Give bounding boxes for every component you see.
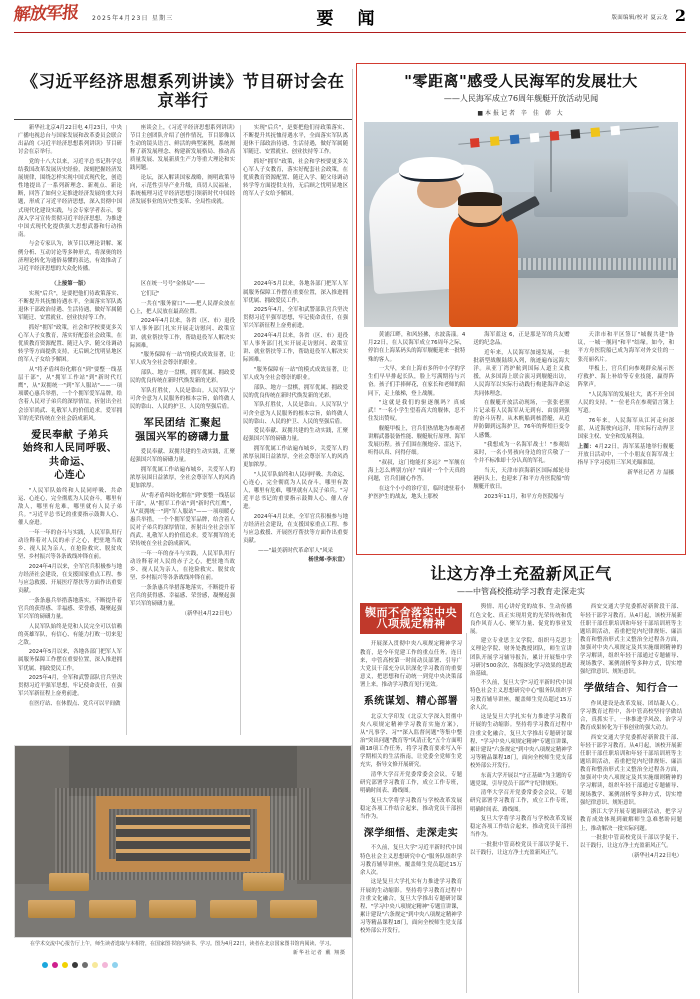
registration-dot [112,962,118,968]
paragraph: 2024年4月以来，各省（区、市）退役军人事务部门扎实开展走访慰问、政策宣讲、就业帮扶等工作，帮助退役军人解决实际困难。 [243,333,348,364]
paragraph: 一年一年的奋斗与实践，人民军队用行动诠释着对人民的赤子之心，把驻地当故乡、视人民为亲人，在抢险救灾、脱贫攻坚、乡村振兴等各条战线冲锋在前。 [18,529,122,561]
paragraph: 76年来，人民海军从江河走向深蓝，从近海驶向远洋，用实际行动捍卫国家主权、安全和发展利益。 [577,417,674,441]
subheadline-navy: ——人民海军成立76周年舰艇开放活动见闻 [443,94,599,104]
masthead-right [611,6,686,25]
paragraph: 甲板上，官兵们向参观群众展示医疗救护、海上补给等专业技能，赢得阵阵掌声。 [577,366,674,389]
photo-library-reading-room [14,745,352,938]
paragraph: 2024年5月以来，各地各部门把军人军属服务保障工作摆在重要位置，深入推进拥军优属、拥政爱民工作。 [18,649,122,672]
paragraph: 人民军队始终是党和人民完全可以信赖的英雄军队，有信心、有能力打败一切来犯之敌。 [18,623,122,646]
photo-child [449,215,518,328]
paragraph: 论坛，深入解读国家战略，阐明政策导向，示范性引导产业升级，真切人民福祉，系统梳理习近平经济思想引领新时代中国经济发展事业的历史性变革、全局性成就。 [130,175,235,206]
paragraph: 爱民奉献、双拥共建的生动实践，汇聚起强国兴军的磅礴力量。 [130,449,235,464]
continuation-marker: （上接第一版） [51,281,89,288]
paragraph: 2024年4月以来，全军官兵积极参与地方经济社会建设，在支援国家重点工程、参与应急救援、开展医疗帮扶等方面作出重要贡献。 [243,513,348,545]
paragraph: 复旦大学将学习教育与学校改革发展稳定各项工作结合起来，推动党员干部担当作为。 [470,816,572,839]
paragraph: 2023年11月，和平方舟医院船与 [484,493,565,500]
signal-flag [590,127,600,137]
registration-dot [72,962,78,968]
subheadline-clean: ——中管高校推动学习教育走深走实 [457,587,585,597]
paragraph: "服务保障有一站"的模式成效显著，让军人成为全社会尊崇的职业。 [243,367,348,382]
section-heading-study: 深学细悟、走深走实 [363,827,459,839]
paragraph: 北京大学印发《北京大学深入贯彻中央八项规定精神学习教育实施方案》，从"凡事学、习""深入监督问题"等集中整治"突出问题"教育等"风清正化"五个方面明确18项工作任务，将学习教育要求写入年学期相关的生活指南，让党委全党师生党充实，指导文修开展研究。 [360,713,462,769]
left-col-2 [126,124,239,274]
paragraph: 这是复旦大学扎实有力推进学习教育开展的生动缩影。坚持将学习教育过程中注重文化融合，复旦大学推出专题研讨课程、"学习中央八项规定精神"专题宣讲课，累计建设"六条规定"到中央八项规定精神学习等精品课程18门，面向全校师生党支部校外部公开发行。 [360,879,462,935]
column-rule [352,69,353,999]
photo-library-desk-row [28,900,75,918]
signal-flag [530,132,540,142]
paragraph: 东南大学开展以"守正基础"为主题的专题党课，引导党员干部严守纪律规矩。 [470,772,573,787]
paragraph: 当天，天津市滨海新区国际邮轮母港码头上，也迎来了和平方舟医院船"的舰艇开放日。 [473,468,570,491]
paragraph: 开展深入贯彻中央八项规定精神学习教育，是今年党建工作的重点任务。连日来，中管高校第一时间动员部署、引导广大党员干部充分认识深化学习教育的重要意义，把思想和行动统一到党中央决策部署上来，推动学习教育见行见效。 [360,641,462,688]
paragraph: 2024年5月以来，各地各部门把军人军属服务保障工作摆在重要位置，深入推进拥军优属、拥政爱民工作。 [243,281,348,304]
photo-library-desk-row [270,900,317,918]
editor-credit: 版面编辑/校对 夏云龙 [611,14,668,21]
cont-col-1 [14,280,126,709]
section-title: 要 闻 [316,9,384,29]
paragraph: 部队、地方一盘棋，拥军优属、拥政爱民的优良传统在新时代焕发新的光彩。 [130,370,235,385]
registration-dot [92,962,98,968]
headline-rule [14,119,352,120]
paragraph: 区在统一号号"金体局"—— [140,281,206,288]
paragraph: 黄浦江畔，和风轻拂，水波荡漾。4月22日，在人民海军成立76周年之际，停泊在上海某码头的海军舰艇迎来一批特殊的客人。 [368,332,466,363]
signal-flag [570,129,580,139]
clean-col-1 [356,603,466,936]
paragraph: 舆情、用心讲好党的故事、生动传播红色文化、真正实现用党的光荣传统和优良作风育人心、聚军力量、促党的事业发展。 [470,604,572,635]
paragraph: 军队打胜仗，人民是靠山。人民军队宁可舍全意为人民服务的根本宗旨，始终做人民的靠山、人民的护卫、人民的坚强后盾。 [243,402,348,425]
registration-dot [52,962,58,968]
paragraph: 抓好"拥军"政策，社会和学校要更多关心军人子女教育，落实好配套社会政策，在优质教育资源配置、随迁入学、随父母调动转学等方面提供支持，无后顾之忧明显地区的军人子女给予解困。 [243,158,348,198]
headline-economic-thought: 《习近平经济思想系列讲读》节目研讨会在京举行 [21,72,345,110]
paragraph: 一共在"服务窗口"——把人民群众放在心上，把人民放在最高位置。 [130,300,235,315]
paragraph: 海军蓝这 6，正是那是军的兵友赠送的纪念品。 [473,332,570,347]
photo-library-desk-row [49,873,89,891]
page-number: 2 [674,6,686,25]
paragraph: 一年一年的奋斗与实践，人民军队用行动诠释着对人民的赤子之心，把驻地当故乡、视人民为亲人，在抢险救灾、脱贫攻坚、乡村振兴等各条战线冲锋在前。 [130,550,235,582]
paragraph: "这就是我们的驱逐舰吗？真威武！"一名小学生望着高大的舰体，忍不住发出赞叹。 [368,400,466,423]
signal-flag [550,130,560,140]
article-economic-thought [14,69,352,710]
headline-navy: "零距离"感受人民海军的发展壮大 [404,72,638,90]
navy-col-2 [469,331,573,502]
photo-ship-superstructure [534,159,628,216]
clean-article-columns [356,603,686,936]
paragraph: "人民军队始终和人民同呼吸、共命运、心连心，完全彻底为人民奋斗，哪里有敌人，哪里有危难，哪里就有人民子弟兵。"习近平总书记的重要指示鼓舞人心、催人奋进。 [243,471,348,511]
article-navy-open-day [356,63,686,555]
paragraph: 2024年4月以来，全军官兵积极参与地方经济社会建设，在支援国家重点工程、参与应急救援、开展医疗帮扶等方面作出重要贡献。 [18,563,122,595]
paragraph: 西安交通大学党委抓好新阶段干部、年轻干部学习教育。从4月起，该校开展新任职干部任职培训和年轻干部培训班等主题培训活动，着重把党内纪律规矩、廉洁教育和整治形式主义整治全过程各方面，加强对中央八项规定及其实施细则精神的学习解读，组织年轻干部通过专题辅导、现场教学、案例剖析等多种方式，切实增强纪律意识、规矩意识。 [580,604,682,676]
paragraph: "叔叔，这门炮能打多远？""军舰在海上怎么辨别方向？"面对一个个天真的问题，官兵们耐心作答。 [368,459,466,483]
paragraph: 在这个小小的诊疗室，临时进驻着小护医护生的战友，地头上那校 [368,485,466,500]
paragraph: 拥军优属工作站遍布城乡，关爱军人的浓厚氛围日益浓厚，全社会尊崇军人的风尚更加浓厚。 [243,445,348,469]
photo-library-desk-cluster [116,815,250,861]
paragraph: 它们记" [140,291,160,298]
paragraph: 在舰艇开放活动现场，一张张老照片记录着人民海军从无到有、由弱到强的奋斗历程。从木帆船到核潜艇，从近岸防御到远海护卫，76年的辉煌巨变令人感慨。 [473,400,570,439]
left-article-columns [14,124,352,274]
paragraph: 在医疗站、在休假点、党兵可以平间做 [28,701,121,707]
photo-navy-officer-child [364,122,678,327]
masthead [0,0,700,30]
paragraph: 新华社北京4月22日电 4月23日，中央广播电视总台与国家发展和改革委员会联合出品的《习近平经济思想系列讲读》节目研讨会在京举行。 [18,124,122,156]
article-clean-campus [356,563,686,937]
continuation-columns [14,280,352,709]
registration-marks [14,956,352,968]
paragraph: 建立专业思主义学院、组织马克思主义理论学院、财务处教授团队，师生宣讲团队开展学习辅导报告，累计开展集中学习研讨500余次、各级深化学习效果的思政治基础。 [470,638,572,677]
paragraph: 抓好"拥军"政策，社会和学校要更多关心军人子女教育，落实好配套社会政策，在优质教育资源配置、随迁入学、随父母调动转学等方面提供支持，无后顾之忧明显地区的军人子女给予解困。 [18,324,122,364]
left-col-1 [14,124,126,274]
paragraph: 这是复旦大学扎实有力推进学习教育开展的生动缩影。坚持将学习教育过程中注重文化融合，复旦大学推出专题研讨课程、"学习中央八项规定精神"专题宣讲课，累计建设"六条规定"到中央八项规定精神学习等精品课程18门，面向全校师生党支部校外部公开发行。 [470,714,572,769]
cont-col-2 [126,280,239,709]
paragraph: "我想成为一名海军战士！"参观结束时，一名小男孩向身边的官兵敬了一个并不标准却十分认真的军礼。 [473,442,570,465]
registration-dot [62,962,68,968]
photo-caption-navy [578,443,674,467]
photo-credit-library: 新华社记者 戴 翔摄 [292,949,346,956]
photo-library-desk-row [210,900,257,918]
navy-article-columns [364,331,678,502]
section-heading-1: 爱民奉献 子弟兵 始终和人民同呼吸、共命运、 心连心 [22,429,118,482]
caption-text: 4月22日，海军某基地举行舰艇开放日活动中，一个小朋友在海军战士指导下学习使用三军风光瞄准镜。 [577,443,674,466]
paragraph: 西安交通大学党委抓好新阶段干部、年轻干部学习教育。从4月起，该校开展新任职干部任职培训和年轻干部培训班等主题培训活动，着重把党内纪律规矩、廉洁教育和整治形式主义整治全过程各方面，加强对中央八项规定及其实施细则精神的学习解读，组织年轻干部通过专题辅导、现场教学、案例剖析等多种方式，切实增强纪律意识、规矩意识。 [580,734,682,806]
publication-date: 2025年4月23日 星期三 [92,15,174,22]
paragraph: 一条条惠兵举措落地落实，不断提升着官兵的获得感、幸福感、荣誉感，凝聚起强军兴军的磅礴力量。 [130,584,235,608]
paragraph: 实现"后兵"，是要把他们待政策落实、不断提升其抚恤待遇水平，全面落实军队离退休干部政治待遇、生活待遇，做好军属随军随迁、安置就业、创业扶持等工作。 [243,124,348,156]
clean-col-3 [576,603,686,936]
paragraph: 座谈会上，《习近平经济思想系列讲读》节目主创团队介绍了创作情况，节目影像以生动的镜头语言、鲜活的典型案例，系统阐释了新发展理念、构建新发展格局、推动高质量发展、发展新质生产力等重大理论和实践问题。 [130,124,235,172]
signal-flag [470,137,480,147]
photo-credit-navy: 新华社记者 方 喆摄 [627,469,674,476]
registration-dot [82,962,88,968]
photo-child-hair [458,192,502,206]
signal-flag [610,125,620,135]
paragraph: 清华大学召开党委常委会会议，专题研究部署学习教育工作，成立工作专班，明确时间表、路线图。 [470,790,572,813]
paragraph: 爱民奉献、双拥共建的生动实践，汇聚起强国兴军的磅礴力量。 [243,428,348,443]
photo-pier-railing [508,258,678,270]
section-heading-planning: 系统谋划、精心部署 [363,696,459,708]
byline-navy: ■本报记者 辛 佳 韩 大 [477,110,565,118]
article-authors: 杨世烯·李东宣） [308,557,348,564]
paragraph: 舰艇甲板上，官兵们热情地为参观者讲解武器装备性能、舰艇航行原理、海军发展历程。孩子们围在舰炮旁、雷达下，听得认真、问得仔细。 [368,425,466,457]
left-col-3 [239,124,352,274]
signal-flag [510,134,520,144]
navy-col-1 [364,331,469,502]
paragraph: 复旦大学将学习教育与学校改革发展稳定各项工作结合起来，推动党员干部担当作为。 [360,797,462,820]
photo-block-library [14,745,352,968]
paragraph: 军队打胜仗，人民是靠山。人民军队宁可舍全意为人民服务的根本宗旨，始终做人民的靠山、人民的护卫、人民的坚强后盾。 [130,387,235,410]
paragraph: 一大早，来自上海市多所中小学的学生们早早排起长队，脸上写满期待与兴奋。孩子们手捧鲜花，在家长和老师的陪同下，走上舷梯，登上战舰。 [368,366,466,397]
paragraph: 清华大学召开党委常委会会议，专题研究部署学习教育工作，成立工作专班，明确时间表、路线图。 [360,771,462,795]
paragraph: 天津市和平区签订"城舰共建"协议，一城一舰同"和平"结缘。如今，和平方舟医院船已成为海军对外交往的一张亮丽名片。 [577,332,674,363]
caption-lead: 上图： [577,443,595,450]
signal-flag [490,136,500,146]
paragraph: "人民海军的发展壮大，离不开全国人民的支持。"一位老兵在参观留言簿上写道。 [577,392,674,415]
paragraph: 从"将矛盾纠纷化解在"到"要整一线基层干部"，从"拥军工作站"到"新时代红鹰"，从"双拥统一"到"军人服站"——一项项暖心惠兵举措，一个个拥军爱军品牌，给含着人民对子弟兵的深厚情谊，折射出全社会崇军尚武、礼敬军人的价值追求。爱军拥军的光荣传统在全社会蔚成新风。 [130,492,235,548]
paragraph: 作风建设是改革发展、团结凝人心。学习教育过程中，各中管高校坚持学做结合，真抓实干，一体推进学风改、治学习教育成果转化为干事创业的强大动力。 [580,700,682,732]
registration-dot [42,962,48,968]
paragraph: 党的十八大以来，习近平总书记科学总结我国改革发展历史经验，深刻把握经济发展规律，围绕怎样实现中国式现代化，创造性地提出了一系列新理念、新观点、新论断，回答了如何立足推进经济发展的重大问题，形成了习近平经济思想，深入贯彻中国式现代化建设实践，与会专家学者表示，要深入学习宣传贯彻习近平经济思想，为推进中国式现代化提供强大思想武器和行动指南。 [18,158,122,238]
paragraph: 从"将矛盾纠纷化解在"到"要整一线基层干部"，从"拥军工作站"到"新时代红鹰"，从"双拥统一"到"军人服站"——一项项暖心惠兵举措，一个个拥军爱军品牌，给含着人民对子弟兵的深厚情谊，折射出全社会崇军尚武、礼敬军人的价值追求。爱军拥军的光荣传统在全社会蔚成新风。 [18,367,122,422]
paragraph: 实现"后兵"，是要把他们待政策落实、不断提升其抚恤待遇水平，全面落实军队离退休干部政治待遇、生活待遇，做好军属随军随迁、安置就业、创业扶持等工作。 [18,291,122,322]
paragraph: 与会专家认为，该节目以理论讲解、案例分析、互动讨论等多种形式，将深奥的经济理论转化为通俗易懂的表达，有效推动了习近平经济思想的大众化传播。 [18,241,122,272]
paragraph: 拥军优属工作站遍布城乡，关爱军人的浓厚氛围日益浓厚，全社会尊崇军人的风尚更加浓厚。 [130,466,235,489]
paragraph: 一批批中管高校党员干部以学促干、以干践行，让这方净土充盈新风正气。 [470,841,572,857]
photo-caption-library: 在学术交流中心报告厅上午，师生读者选取与本相符，在国家图书馆内读书、学习。图为4月22日，读者在北京国家图书馆内阅读、学习。 [30,941,335,947]
photo-officer-cap [399,157,465,182]
cont-col-3 [239,280,352,709]
paragraph: 一条条惠兵举措落地落实，不断提升着官兵的获得感、幸福感、荣誉感，凝聚起强军兴军的磅礴力量。 [18,597,122,620]
section-heading-practice: 学做结合、知行合一 [583,683,679,695]
navy-col-3 [574,331,678,502]
newspaper-logo: 解放军报 [12,2,80,26]
paragraph: "人民军队始终和人民同呼吸、共命运、心连心，完全彻底为人民奋斗，哪里有敌人，哪里有危难，哪里就有人民子弟兵。"习近平总书记的重要指示鼓舞人心、催人奋进。 [18,487,122,527]
series-tagline: ——"最美新时代革命军人"风采 [257,547,334,554]
photo-library-desk-row [149,900,196,918]
section-heading-2: 军民团结 汇聚起 强国兴军的磅礴力量 [135,418,230,443]
paragraph: 部队、地方一盘棋，拥军优属、拥政爱民的优良传统在新时代焕发新的光彩。 [243,384,348,399]
paragraph: 2024年4月以来，各省（区、市）退役军人事务部门扎实开展走访慰问、政策宣讲、就业帮扶等工作，帮助退役军人解决实际困难。 [130,318,235,349]
photo-library-desk-row [243,873,283,891]
paragraph: 不久前，复旦大学"习近平新时代中国特色社会主义思想研究中心"服务队组织学习教育辅导讲座，覆盖师生党员超过15万余人次。 [360,845,462,876]
paragraph: 一批批中管高校党员干部以学促干、以干践行，让这方净土充盈新风正气。 [580,835,682,850]
registration-dot [102,962,108,968]
paragraph: 浙江大学开展专题调研活动，把学习教育成效体现到破解师生急难愁盼问题上，推动解决一批实际问题。 [580,809,682,832]
clean-article-tail-credit: （新华社4月22日电） [628,852,682,859]
article-tail-credit: （新华社4月22日电） [181,610,235,617]
masthead-divider [14,32,686,33]
paragraph: 不久前，复旦大学"习近平新时代中国特色社会主义思想研究中心"服务队组织学习教育辅导讲座，覆盖师生党员超过15万余人次。 [470,680,572,711]
clean-col-2 [466,603,576,936]
red-banner-eight-rules: 锲而不舍落实中央八项规定精神 [360,603,462,634]
paragraph: 2025年4月，全军和武警部队官兵坚决贯彻习近平强军思想，牢记使命责任，在强军兴军新征程上奋勇前进。 [18,675,122,698]
paragraph: 近年来，人民海军加速发展，一批批新型战舰陆续入列，航迹遍布远海大洋。从亚丁湾护航到国际人道主义救援，从多国海上联合演习到舰艇出访，人民海军以实际行动践行构建海洋命运共同体理念。 [473,349,570,397]
paragraph: 2025年4月，全军和武警部队官兵坚决贯彻习近平强军思想，牢记使命责任，在强军兴军新征程上奋勇前进。 [243,307,348,330]
paragraph: "服务保障有一站"的模式成效显著，让军人成为全社会尊崇的职业。 [130,352,235,367]
photo-library-desk-row [89,900,136,918]
headline-clean: 让这方净土充盈新风正气 [430,564,612,583]
